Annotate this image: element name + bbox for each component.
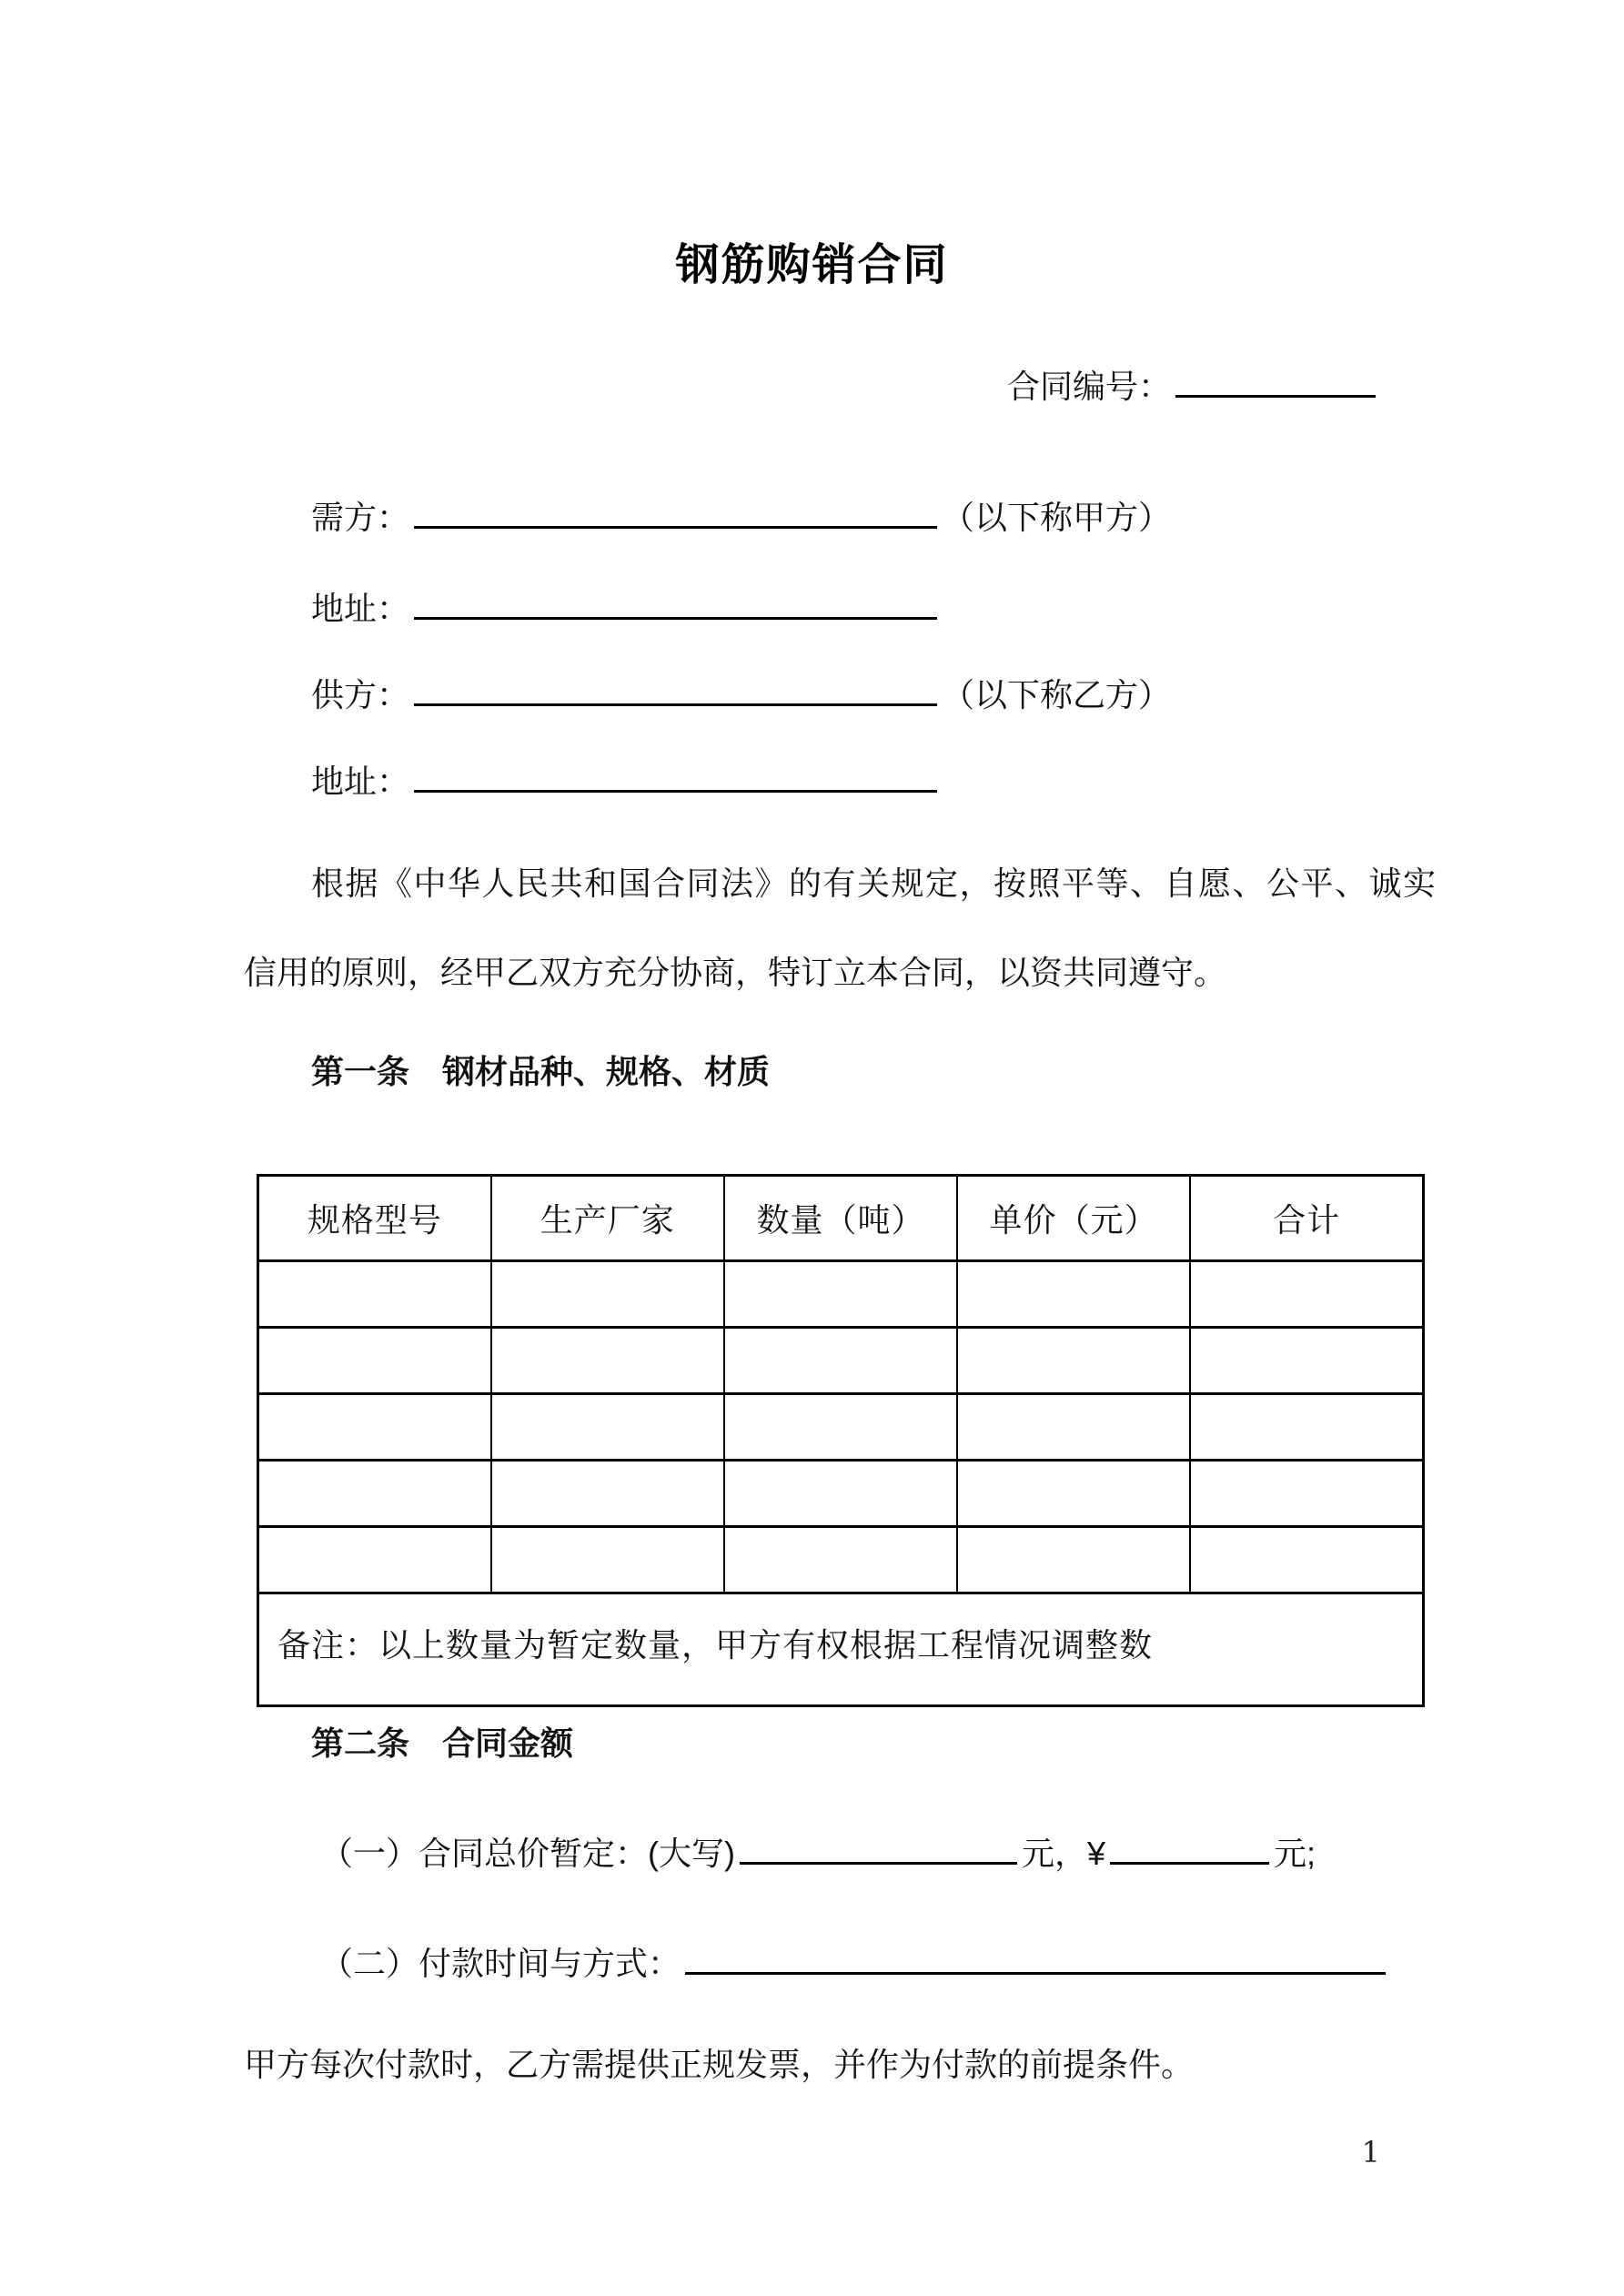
table-cell[interactable] (724, 1527, 957, 1593)
table-row (258, 1261, 1424, 1328)
buyer-alias: （以下称甲方） (942, 499, 1172, 536)
col-header-total: 合计 (1190, 1176, 1423, 1261)
table-note-cell: 备注：以上数量为暂定数量，甲方有权根据工程情况调整数 (258, 1593, 1424, 1706)
col-header-manufacturer: 生产厂家 (491, 1176, 724, 1261)
table-cell[interactable] (957, 1261, 1190, 1328)
table-row (258, 1527, 1424, 1593)
table-cell[interactable] (1190, 1261, 1423, 1328)
table-cell[interactable] (724, 1328, 957, 1394)
amount-mid-label: 元，¥ (1021, 1835, 1106, 1872)
table-cell[interactable] (957, 1527, 1190, 1593)
table-row (258, 1461, 1424, 1527)
goods-table (257, 1174, 1425, 1707)
table-cell[interactable] (258, 1394, 491, 1461)
table-row (258, 1328, 1424, 1394)
supplier-label: 供方： (311, 676, 410, 713)
amount-in-words-blank[interactable] (740, 1829, 1017, 1865)
page-number: 1 (1361, 2135, 1380, 2170)
buyer-label: 需方： (311, 499, 410, 536)
table-cell[interactable] (491, 1461, 724, 1527)
table-cell[interactable] (724, 1261, 957, 1328)
table-cell[interactable] (1190, 1527, 1423, 1593)
supplier-address-label: 地址： (311, 763, 410, 800)
col-header-spec: 规格型号 (258, 1176, 491, 1261)
goods-table-header-row (258, 1176, 1424, 1261)
contract-number-label: 合同编号： (1006, 368, 1171, 405)
table-cell[interactable] (491, 1261, 724, 1328)
supplier-alias: （以下称乙方） (942, 676, 1172, 713)
table-cell[interactable] (957, 1394, 1190, 1461)
table-cell[interactable] (724, 1394, 957, 1461)
supplier-line (244, 671, 1380, 715)
table-cell[interactable] (258, 1328, 491, 1394)
contract-number-blank[interactable] (1175, 362, 1376, 398)
buyer-line (244, 493, 1380, 538)
amount-suffix-label: 元; (1274, 1835, 1316, 1872)
col-header-unit-price: 单价（元） (957, 1176, 1190, 1261)
total-price-clause (244, 1829, 1380, 1874)
table-cell[interactable] (258, 1527, 491, 1593)
table-cell[interactable] (1190, 1394, 1423, 1461)
invoice-note: 甲方每次付款时，乙方需提供正规发票，并作为付款的前提条件。 (244, 2046, 1195, 2083)
payment-terms-clause (244, 1939, 1380, 1984)
preamble-line-1: 根据《中华人民共和国合同法》的有关规定，按照平等、自愿、公平、诚实 (311, 865, 1437, 902)
amount-in-figures-blank[interactable] (1110, 1829, 1269, 1865)
preamble-line-2: 信用的原则，经甲乙双方充分协商，特订立本合同，以资共同遵守。 (244, 954, 1227, 991)
supplier-name-blank[interactable] (414, 671, 937, 706)
buyer-address-line (244, 584, 1380, 629)
buyer-address-label: 地址： (311, 590, 410, 627)
supplier-address-blank[interactable] (414, 757, 937, 793)
article-2-heading: 第二条 合同金额 (311, 1725, 574, 1762)
table-cell[interactable] (491, 1394, 724, 1461)
supplier-address-line (244, 757, 1380, 802)
payment-terms-blank[interactable] (685, 1939, 1386, 1975)
buyer-address-blank[interactable] (414, 584, 937, 620)
table-cell[interactable] (491, 1328, 724, 1394)
table-row (258, 1394, 1424, 1461)
table-cell[interactable] (957, 1461, 1190, 1527)
page-title: 钢筋购销合同 (675, 241, 949, 289)
table-cell[interactable] (1190, 1461, 1423, 1527)
table-cell[interactable] (1190, 1328, 1423, 1394)
table-cell[interactable] (957, 1328, 1190, 1394)
table-cell[interactable] (258, 1461, 491, 1527)
table-cell[interactable] (258, 1261, 491, 1328)
contract-number-line (244, 362, 1380, 407)
payment-terms-label: （二）付款时间与方式： (320, 1945, 681, 1982)
table-note-row (258, 1593, 1424, 1706)
article-1-heading: 第一条 钢材品种、规格、材质 (311, 1053, 771, 1090)
buyer-name-blank[interactable] (414, 493, 937, 529)
table-cell[interactable] (491, 1527, 724, 1593)
col-header-quantity: 数量（吨） (724, 1176, 957, 1261)
table-cell[interactable] (724, 1461, 957, 1527)
total-price-label: （一）合同总价暂定：(大写) (320, 1835, 735, 1872)
